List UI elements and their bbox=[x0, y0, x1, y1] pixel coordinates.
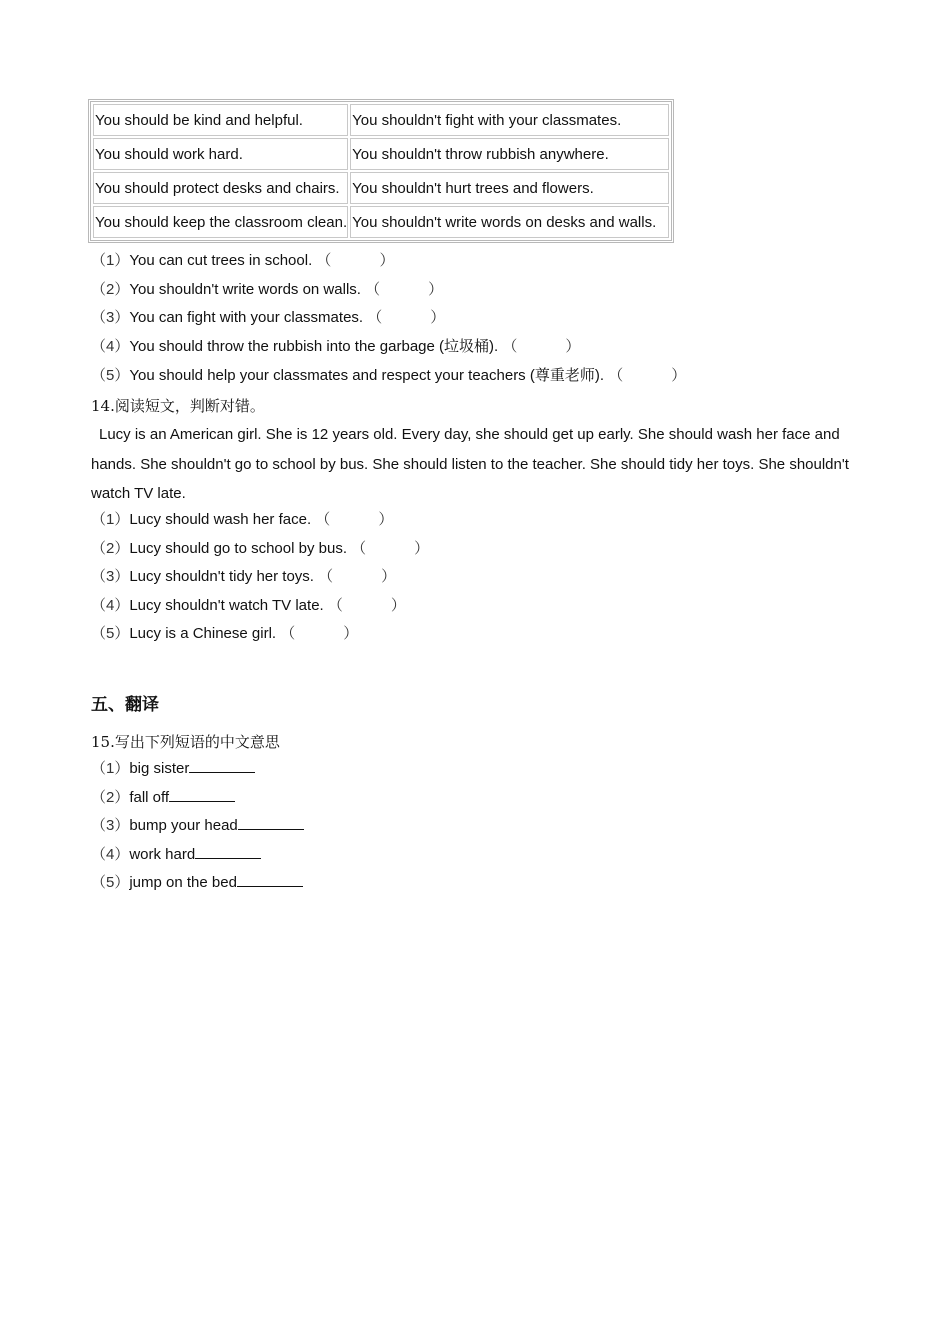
q15-item-4: （4）work hard bbox=[91, 844, 261, 865]
answer-blank[interactable]: （ ） bbox=[316, 252, 395, 269]
answer-blank[interactable] bbox=[169, 787, 235, 802]
answer-blank[interactable]: （ ） bbox=[318, 568, 397, 585]
shouldnt-cell: You shouldn't hurt trees and flowers. bbox=[350, 172, 669, 204]
table-row bbox=[93, 206, 669, 238]
shouldnt-cell: You shouldn't write words on desks and walls. bbox=[350, 206, 669, 238]
should-cell: You should keep the classroom clean. bbox=[93, 206, 348, 238]
answer-blank[interactable]: （ ） bbox=[327, 597, 406, 614]
shouldnt-cell: You shouldn't fight with your classmates. bbox=[350, 104, 669, 136]
q14-item-5: （5）Lucy is a Chinese girl. （ ） bbox=[91, 625, 359, 642]
answer-blank[interactable]: （ ） bbox=[365, 281, 444, 298]
q13-item-4: （4）You should throw the rubbish into the garbage (垃圾桶). （ ） bbox=[91, 338, 581, 355]
table-row bbox=[93, 138, 669, 170]
should-cell: You should protect desks and chairs. bbox=[93, 172, 348, 204]
shouldnt-cell: You shouldn't throw rubbish anywhere. bbox=[350, 138, 669, 170]
answer-blank[interactable]: （ ） bbox=[280, 625, 359, 642]
q15-item-1: （1）big sister bbox=[91, 758, 255, 779]
q15-item-2: （2）fall off bbox=[91, 787, 235, 808]
q15-item-5: （5）jump on the bed bbox=[91, 872, 303, 893]
q14-item-3: （3）Lucy shouldn't tidy her toys. （ ） bbox=[91, 568, 397, 585]
answer-blank[interactable]: （ ） bbox=[367, 309, 446, 326]
answer-blank[interactable] bbox=[195, 844, 261, 859]
answer-blank[interactable]: （ ） bbox=[315, 511, 394, 528]
reading-passage: Lucy is an American girl. She is 12 years old. Every day, she should get up early. She should wash her face and hands. She shouldn't go to school by bus. She should listen to the teacher. She should tidy her toys. She shouldn't watch TV late. bbox=[91, 426, 849, 502]
q13-item-2: （2）You shouldn't write words on walls. （ ） bbox=[91, 281, 444, 298]
answer-blank[interactable]: （ ） bbox=[608, 367, 687, 384]
q15-item-3: （3）bump your head bbox=[91, 815, 304, 836]
rules-table bbox=[88, 99, 674, 243]
q13-item-1: （1）You can cut trees in school. （ ） bbox=[91, 252, 395, 269]
table-row bbox=[93, 172, 669, 204]
table-row bbox=[93, 104, 669, 136]
answer-blank[interactable] bbox=[238, 815, 304, 830]
q14-item-4: （4）Lucy shouldn't watch TV late. （ ） bbox=[91, 597, 406, 614]
q13-item-5: （5）You should help your classmates and respect your teachers (尊重老师). （ ） bbox=[91, 367, 687, 384]
answer-blank[interactable]: （ ） bbox=[351, 540, 430, 557]
q14-item-2: （2）Lucy should go to school by bus. （ ） bbox=[91, 540, 430, 557]
q15-title: 15.写出下列短语的中文意思 bbox=[91, 733, 280, 751]
answer-blank[interactable] bbox=[237, 872, 303, 887]
answer-blank[interactable] bbox=[189, 758, 255, 773]
should-cell: You should be kind and helpful. bbox=[93, 104, 348, 136]
answer-blank[interactable]: （ ） bbox=[502, 338, 581, 355]
q14-title: 14.阅读短文，判断对错。 bbox=[91, 397, 265, 415]
should-cell: You should work hard. bbox=[93, 138, 348, 170]
q13-item-3: （3）You can fight with your classmates. （ ） bbox=[91, 309, 446, 326]
section-title: 五、翻译 bbox=[91, 695, 159, 715]
q14-item-1: （1）Lucy should wash her face. （ ） bbox=[91, 511, 394, 528]
